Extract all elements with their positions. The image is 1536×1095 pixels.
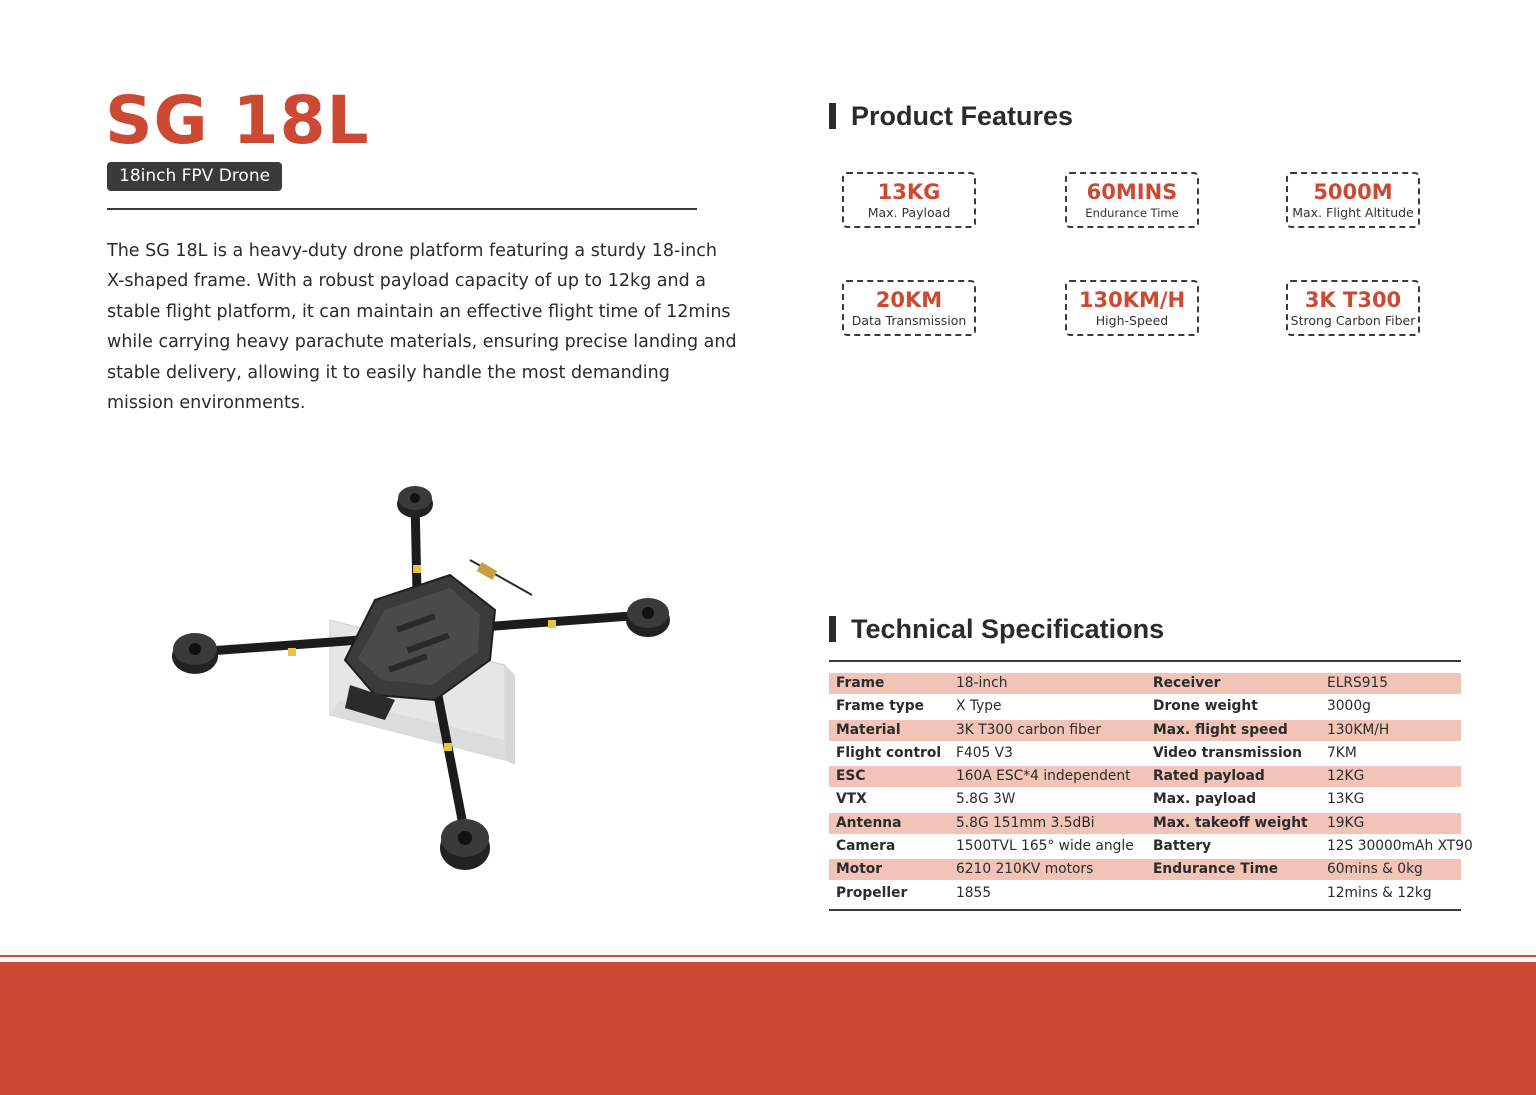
spec-value: 12mins & 12kg — [1327, 884, 1432, 901]
product-features-heading: Product Features — [829, 100, 1073, 132]
feature-value: 60MINS — [1086, 180, 1178, 204]
spec-value: 3000g — [1327, 698, 1371, 715]
spec-key: Battery — [1153, 838, 1212, 855]
title-divider — [107, 208, 697, 210]
spec-value: 60mins & 0kg — [1327, 861, 1423, 878]
spec-key: Material — [836, 721, 901, 738]
spec-key: VTX — [836, 791, 867, 808]
spec-key: Receiver — [1153, 675, 1221, 691]
table-row — [829, 720, 1461, 741]
table-row — [829, 883, 1461, 904]
spec-value: 3K T300 carbon fiber — [956, 721, 1102, 738]
specs-bottom-rule — [829, 909, 1461, 911]
drone-illustration — [160, 470, 690, 890]
spec-key: Endurance Time — [1153, 861, 1279, 878]
spec-value: 130KM/H — [1327, 721, 1390, 738]
feature-card — [1286, 172, 1420, 228]
spec-key: Drone weight — [1153, 698, 1258, 715]
spec-key: Rated payload — [1153, 768, 1265, 785]
feature-label: Max. Payload — [867, 205, 951, 220]
antenna — [470, 560, 532, 595]
feature-label: Endurance Time — [1085, 206, 1179, 220]
spec-value: 1500TVL 165° wide angle — [956, 838, 1134, 855]
spec-key: Motor — [836, 861, 883, 878]
table-row — [829, 743, 1461, 764]
spec-key: Camera — [836, 838, 896, 855]
feature-label: High-Speed — [1095, 313, 1169, 328]
table-row — [829, 813, 1461, 834]
spec-value: 13KG — [1327, 791, 1365, 808]
spec-value: X Type — [956, 698, 1002, 715]
spec-value: 6210 210KV motors — [956, 861, 1094, 878]
spec-value: 5.8G 3W — [956, 791, 1016, 808]
spec-value: 160A ESC*4 independent — [956, 768, 1131, 785]
feature-card — [1065, 172, 1199, 228]
specs-top-rule — [829, 660, 1461, 662]
spec-key: Video transmission — [1153, 744, 1302, 761]
spec-value: 5.8G 151mm 3.5dBi — [956, 814, 1095, 831]
feature-label: Max. Flight Altitude — [1292, 205, 1414, 220]
table-row — [829, 836, 1473, 857]
spec-key: Propeller — [836, 884, 908, 901]
feature-value: 130KM/H — [1078, 288, 1186, 312]
spec-key: Max. flight speed — [1153, 721, 1288, 738]
technical-specifications-heading: Technical Specifications — [829, 613, 1164, 645]
footer-thin-rule — [0, 955, 1536, 957]
spec-key: Flight control — [836, 744, 942, 761]
table-row — [829, 696, 1461, 717]
product-subtitle-badge: 18inch FPV Drone — [107, 162, 282, 191]
spec-value: 1855 — [956, 884, 992, 901]
spec-value: 18-inch — [956, 675, 1008, 691]
motor-left — [172, 633, 218, 674]
spec-value: 12KG — [1327, 768, 1365, 785]
feature-value: 5000M — [1313, 180, 1393, 204]
feature-value: 3K T300 — [1304, 288, 1402, 312]
feature-card — [1065, 280, 1199, 336]
feature-value: 13KG — [877, 180, 941, 204]
feature-label: Strong Carbon Fiber — [1290, 313, 1416, 328]
feature-label: Data Transmission — [851, 313, 967, 328]
product-description: The SG 18L is a heavy-duty drone platform featuring a sturdy 18-inch X-shaped frame. With a robust payload capacity of up to 12kg and a stable flight platform, it can maintain an effective flight time of 12mins while carrying heavy parachute materials, ensuring precise landing and stable delivery, allowing it to easily handle the most demanding mission environments. — [107, 241, 737, 414]
table-row — [829, 789, 1461, 810]
spec-key: Frame — [836, 675, 885, 691]
specs-table — [829, 673, 1473, 906]
feature-card — [842, 280, 976, 336]
footer-band — [0, 962, 1536, 1095]
feature-card — [1286, 280, 1420, 336]
table-row — [829, 673, 1461, 694]
feature-value: 20KM — [875, 288, 943, 312]
product-title: SG 18L — [105, 82, 370, 159]
spec-key: Max. payload — [1153, 791, 1257, 808]
feature-card — [842, 172, 976, 228]
spec-value: 7KM — [1327, 744, 1357, 761]
spec-value: ELRS915 — [1327, 675, 1389, 691]
spec-key: Max. takeoff weight — [1153, 814, 1308, 831]
spec-value: 12S 30000mAh XT90 — [1327, 838, 1473, 855]
spec-key: Frame type — [836, 698, 925, 715]
motor-top — [397, 486, 433, 518]
table-row — [829, 859, 1461, 880]
spec-key: Antenna — [836, 814, 902, 831]
motor-bottom — [440, 819, 490, 870]
spec-key: ESC — [836, 768, 866, 785]
spec-value: 19KG — [1327, 814, 1365, 831]
table-row — [829, 766, 1461, 787]
spec-value: F405 V3 — [956, 744, 1013, 761]
motor-right — [626, 598, 670, 637]
